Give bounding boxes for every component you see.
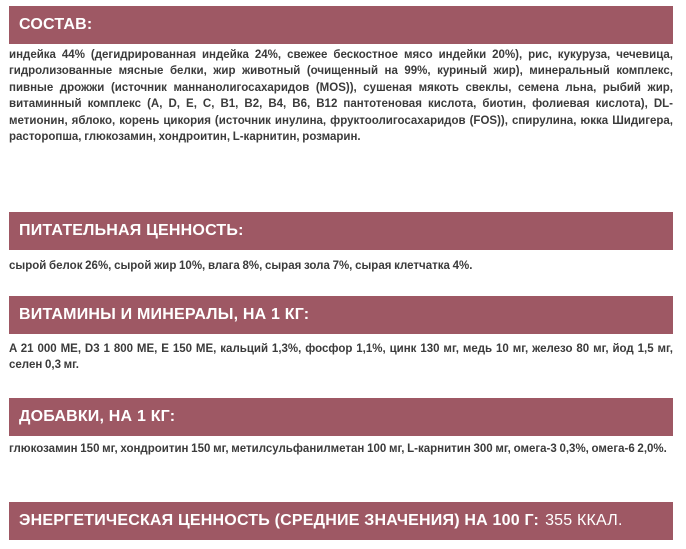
composition-header	[9, 6, 673, 44]
additives-text: глюкозамин 150 мг, хондроитин 150 мг, метилсульфанилметан 100 мг, L-карнитин 300 мг, омега-3 0,3%, омега-6 2,0%.	[9, 443, 667, 455]
vitamins-title: ВИТАМИНЫ И МИНЕРАЛЫ, НА 1 КГ:	[19, 306, 310, 323]
additives-title: ДОБАВКИ, НА 1 КГ:	[19, 408, 176, 425]
energy-value: 355 ККАЛ.	[545, 512, 623, 529]
nutrition-text: сырой белок 26%, сырой жир 10%, влага 8%, сырая зола 7%, сырая клетчатка 4%.	[9, 260, 473, 272]
nutrition-header	[9, 212, 673, 250]
composition-title: СОСТАВ:	[19, 16, 93, 33]
nutrition-title: ПИТАТЕЛЬНАЯ ЦЕННОСТЬ:	[19, 222, 244, 239]
vitamins-header	[9, 296, 673, 334]
energy-header	[9, 502, 673, 540]
composition-text: индейка 44% (дегидрированная индейка 24%, свежее бескостное мясо индейки 20%), рис, кукуруза, чечевица, гидролизованные мясные белки, жир животный (очищенный на 99%, куриный жир), минеральный комплекс, пивные дрожжи (источник маннанолигосахаридов (MOS)), сушеная мякоть свеклы, семена льна, рыбий жир, витаминный комплекс (A, D, E, C, B1, B2, B4, B6, B12 пантотеновая кислота, биотин, фолиевая кислота), DL-метионин, яблоко, корень цикория (источник инулина, фруктоолигосахаридов (FOS)), спирулина, юкка Шидигера, расторопша, глюкозамин, хондроитин, L-карнитин, розмарин.	[9, 49, 673, 144]
additives-header	[9, 398, 673, 436]
energy-title: ЭНЕРГЕТИЧЕСКАЯ ЦЕННОСТЬ (СРЕДНИЕ ЗНАЧЕНИЯ) НА 100 Г:	[19, 512, 540, 529]
vitamins-text: A 21 000 МЕ, D3 1 800 МЕ, E 150 МЕ, кальций 1,3%, фосфор 1,1%, цинк 130 мг, медь 10 мг, железо 80 мг, йод 1,5 мг, селен 0,3 мг.	[9, 343, 673, 372]
